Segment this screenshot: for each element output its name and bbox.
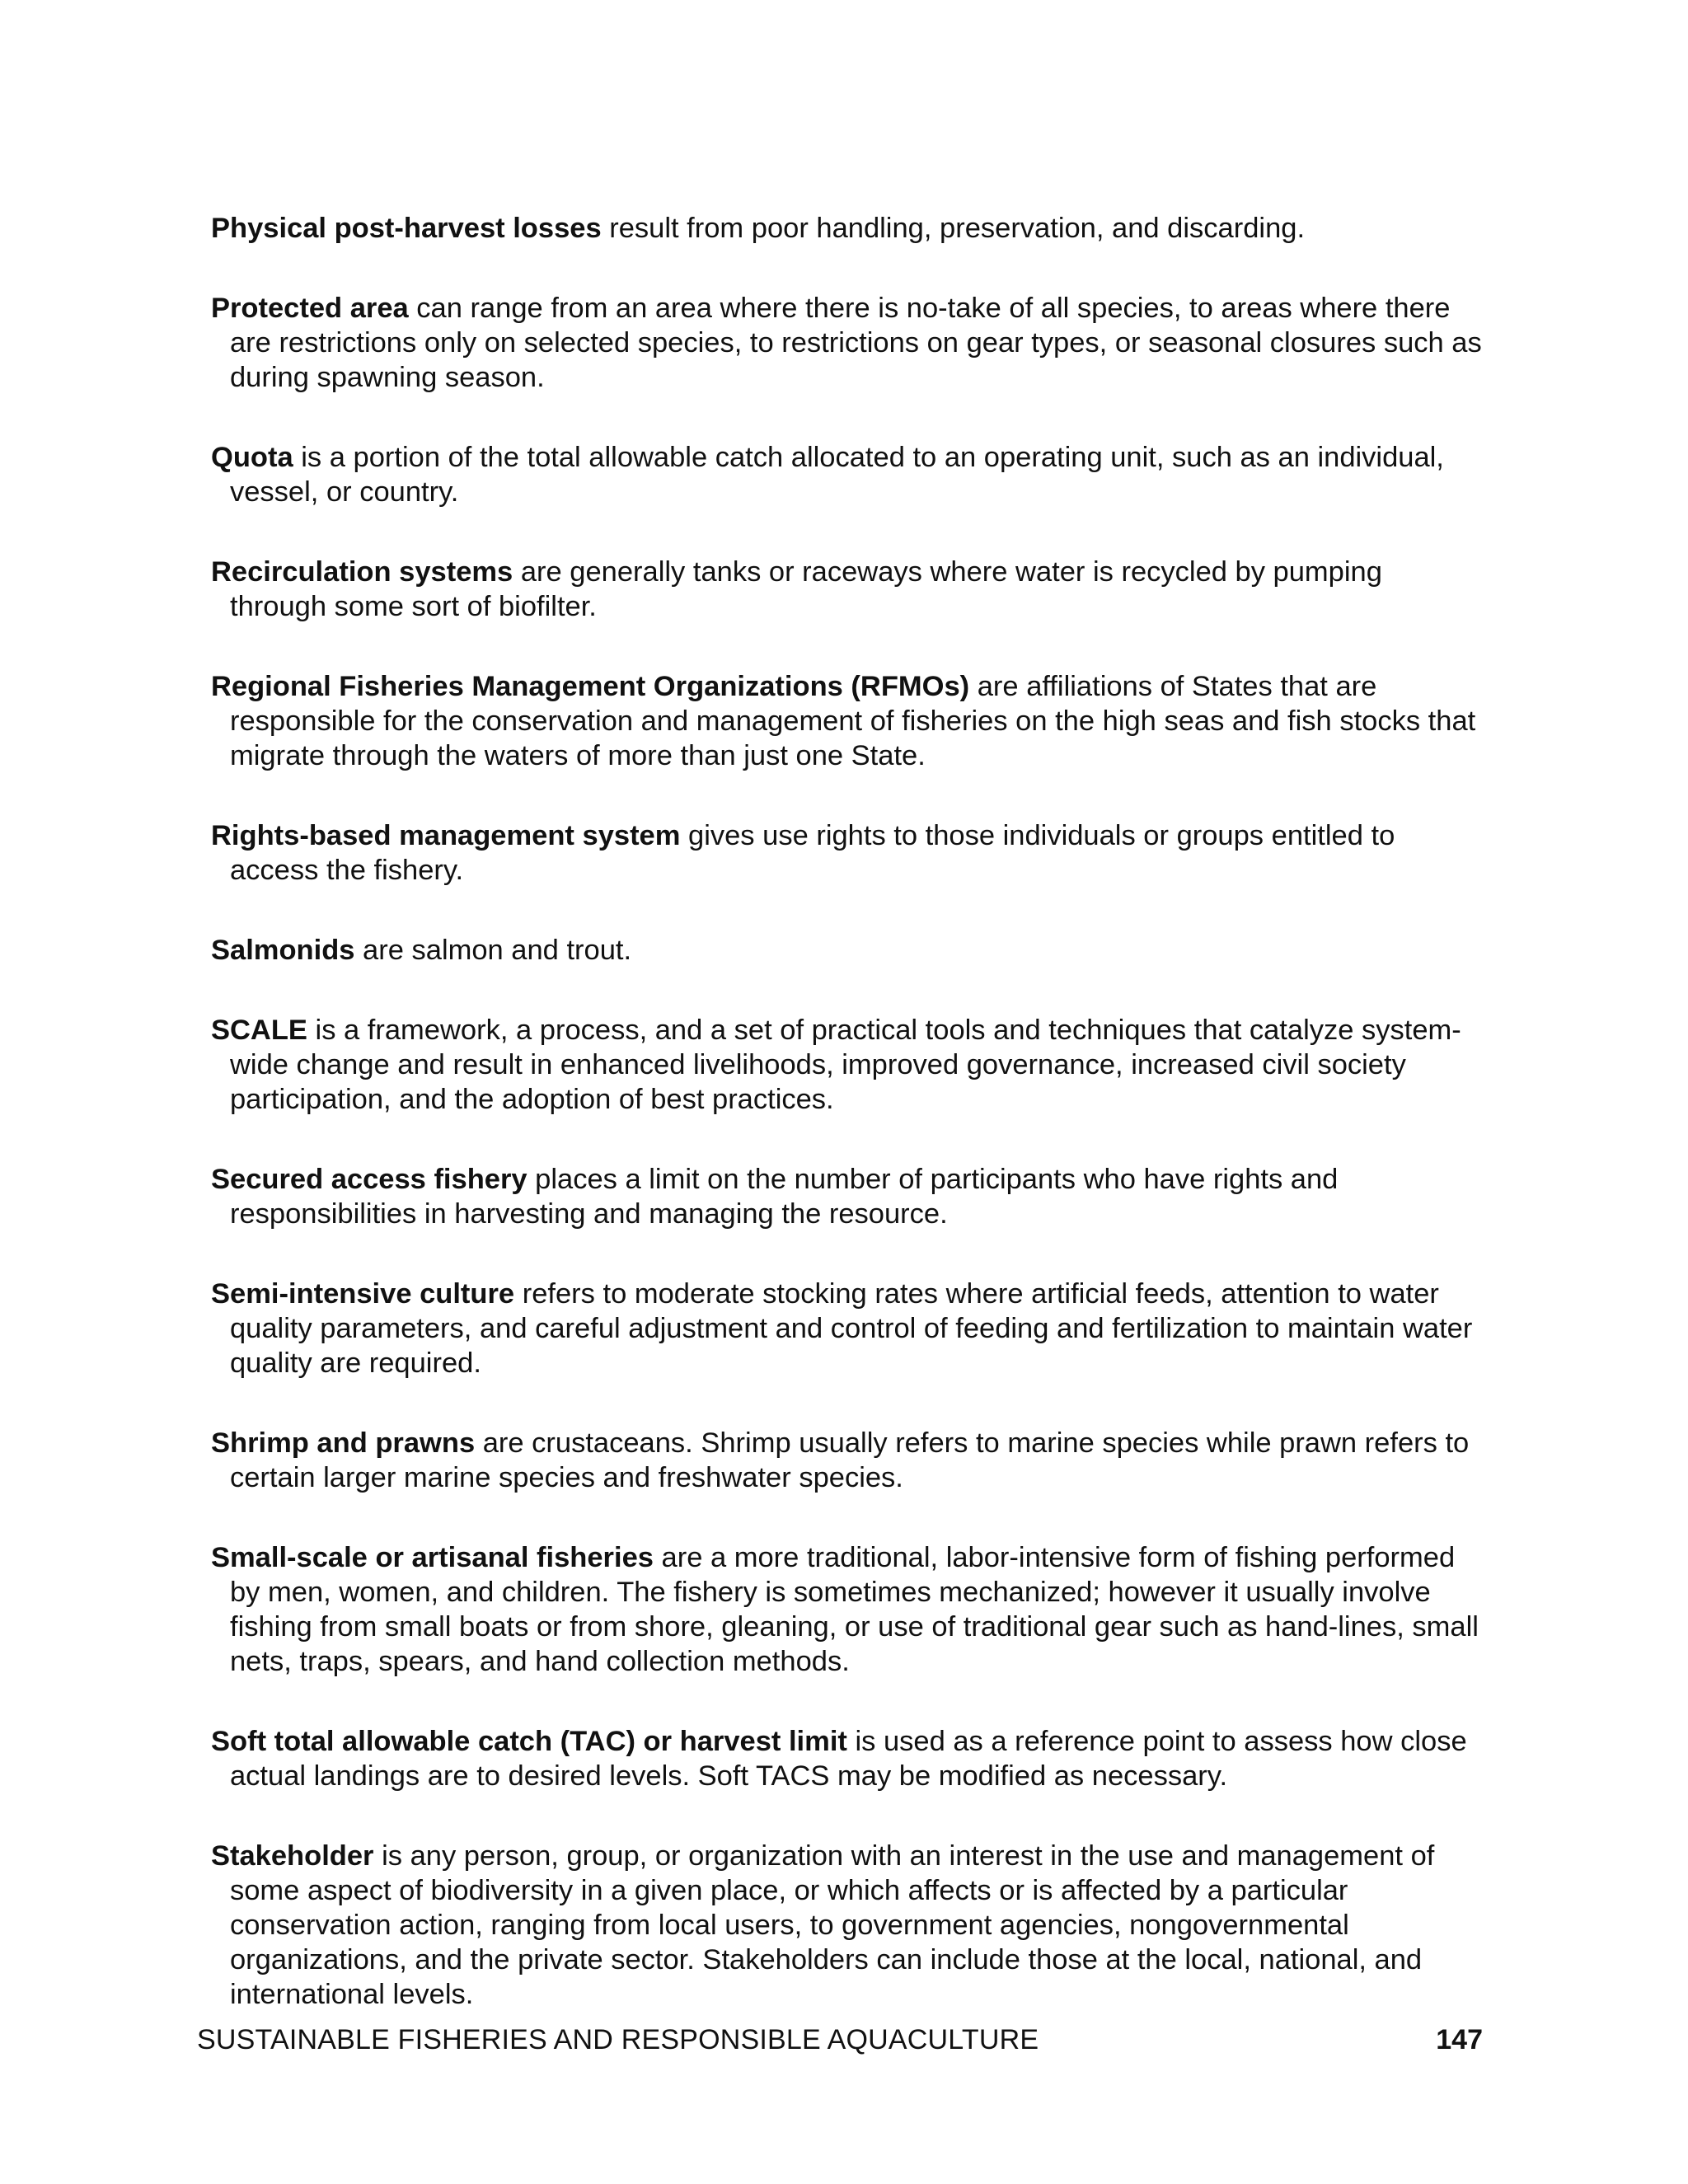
page-number: 147 [1436, 2024, 1483, 2055]
glossary-entry-semi-intensive-culture [211, 1277, 1484, 1380]
glossary-definition: is used as a reference point to assess how close actual landings are to desired levels. Soft TACS may be modified as necessary. [230, 1726, 1467, 1792]
glossary-term: Secured access fishery [211, 1164, 528, 1195]
glossary-entry-rights-based-management-system [211, 818, 1484, 888]
glossary-term: Semi-intensive culture [211, 1278, 515, 1310]
glossary-definition: are affiliations of States that are responsible for the conservation and management of fisheries on the high seas and fish stocks that migrate through the waters of more than just one State. [230, 671, 1476, 771]
glossary-entry-rfmos [211, 669, 1484, 773]
glossary-entry-scale [211, 1013, 1484, 1117]
glossary-definition: is a portion of the total allowable catch allocated to an operating unit, such as an individual, vessel, or country. [230, 442, 1444, 508]
page-footer [197, 2022, 1483, 2058]
glossary-entry-shrimp-and-prawns [211, 1426, 1484, 1495]
glossary-term: Regional Fisheries Management Organizations (RFMOs) [211, 671, 970, 702]
glossary-definition: are salmon and trout. [354, 935, 632, 966]
glossary-entry-quota [211, 440, 1484, 509]
glossary-entry-secured-access-fishery [211, 1162, 1484, 1231]
glossary-term: Protected area [211, 293, 409, 324]
glossary-definition: are a more traditional, labor-intensive form of fishing performed by men, women, and children. The fishery is sometimes mechanized; however it usually involve fishing from small boats or from shore, gleaning, or use of traditional gear such as hand-lines, small nets, traps, spears, and hand collection methods. [230, 1542, 1479, 1677]
glossary-term: Quota [211, 442, 293, 473]
glossary-definition: can range from an area where there is no-take of all species, to areas where there are restrictions only on selected species, to restrictions on gear types, or seasonal closures such as during spawning season. [230, 293, 1482, 393]
glossary-entry-small-scale-fisheries [211, 1540, 1484, 1679]
glossary-body [211, 211, 1484, 2057]
glossary-term: Rights-based management system [211, 820, 681, 851]
glossary-term: Stakeholder [211, 1840, 374, 1872]
glossary-entry-stakeholder [211, 1839, 1484, 2012]
glossary-term: Small-scale or artisanal fisheries [211, 1542, 654, 1573]
glossary-definition: result from poor handling, preservation, and discarding. [601, 213, 1306, 244]
glossary-entry-salmonids [211, 933, 1484, 968]
glossary-entry-physical-post-harvest-losses [211, 211, 1484, 246]
glossary-term: Physical post-harvest losses [211, 213, 602, 244]
glossary-definition: are generally tanks or raceways where water is recycled by pumping through some sort of biofilter. [230, 556, 1382, 622]
glossary-definition: is a framework, a process, and a set of practical tools and techniques that catalyze system-wide change and result in enhanced livelihoods, improved governance, increased civil society participation, and the adoption of best practices. [230, 1015, 1461, 1115]
glossary-term: Recirculation systems [211, 556, 513, 588]
glossary-definition: places a limit on the number of participants who have rights and responsibilities in harvesting and managing the resource. [230, 1164, 1339, 1230]
glossary-term: Shrimp and prawns [211, 1427, 476, 1459]
glossary-term: Soft total allowable catch (TAC) or harvest limit [211, 1726, 847, 1757]
glossary-definition: gives use rights to those individuals or groups entitled to access the fishery. [230, 820, 1395, 886]
glossary-entry-protected-area [211, 291, 1484, 395]
glossary-term: SCALE [211, 1015, 307, 1046]
glossary-entry-recirculation-systems [211, 555, 1484, 624]
glossary-entry-soft-tac [211, 1724, 1484, 1793]
glossary-definition: refers to moderate stocking rates where artificial feeds, attention to water quality parameters, and careful adjustment and control of feeding and fertilization to maintain water quality are required. [230, 1278, 1473, 1379]
footer-title: SUSTAINABLE FISHERIES AND RESPONSIBLE AQUACULTURE [197, 2024, 1039, 2055]
glossary-term: Salmonids [211, 935, 355, 966]
glossary-definition: is any person, group, or organization with an interest in the use and management of some aspect of biodiversity in a given place, or which affects or is affected by a particular conservation action, ranging from local users, to government agencies, nongovernmental organizations, and the private sector. Stakeholders can include those at the local, national, and international levels. [230, 1840, 1435, 2010]
glossary-definition: are crustaceans. Shrimp usually refers to marine species while prawn refers to certain larger marine species and freshwater species. [230, 1427, 1470, 1493]
